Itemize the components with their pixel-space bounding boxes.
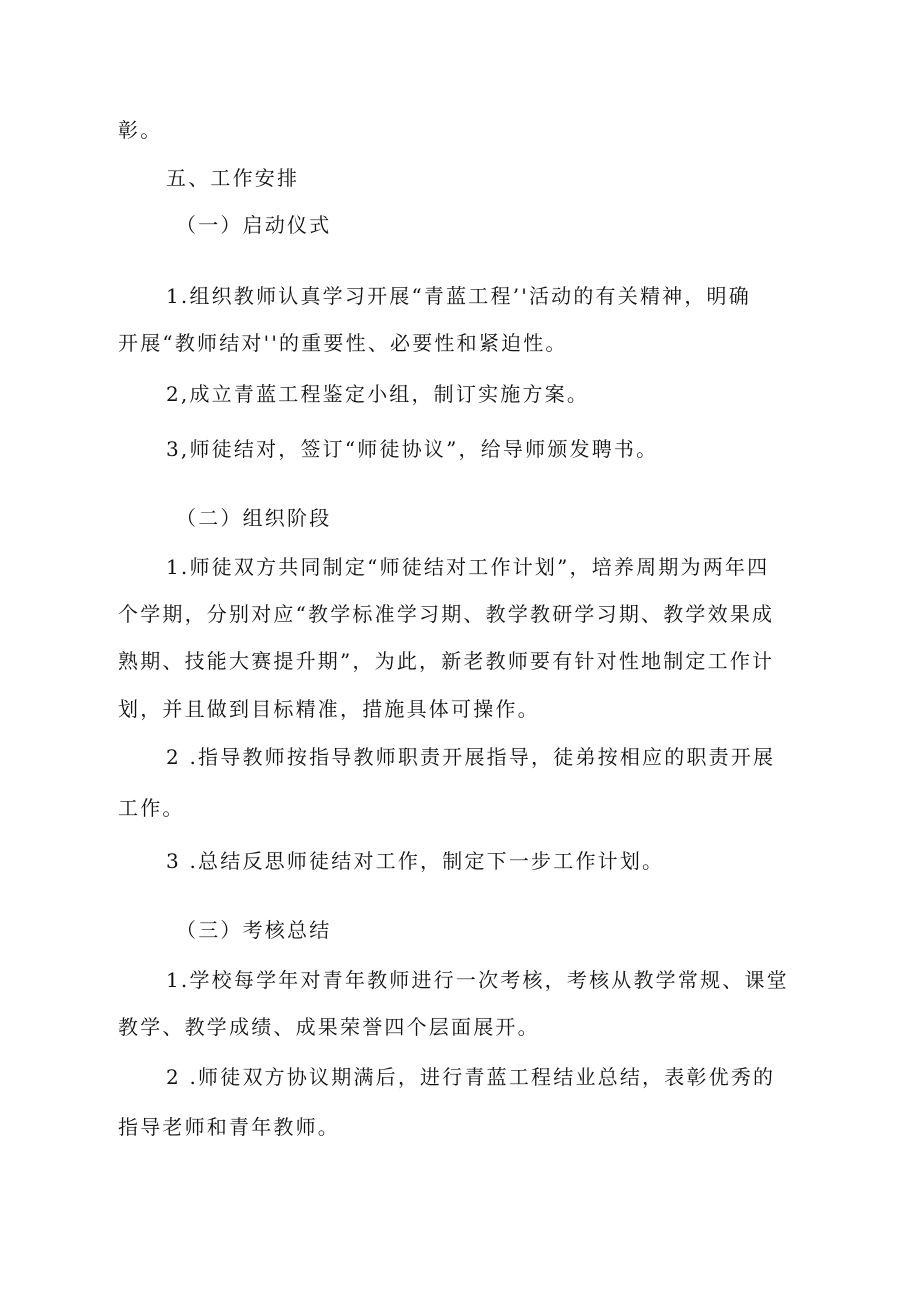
paragraph-4-line-1: 1.师徒双方共同制定“师徒结对工作计划”，培养周期为两年四 [166, 555, 770, 579]
paragraph-6: 3 .总结反思师徒结对工作，制定下一步工作计划。 [166, 849, 665, 873]
paragraph-5-line-1: 2 .指导教师按指导教师职责开展指导，徒弟按相应的职责开展 [166, 745, 776, 769]
text-line-continuation: 彰。 [118, 118, 163, 142]
paragraph-4-line-2: 个学期，分别对应“教学标准学习期、教学教研学习期、教学效果成 [118, 602, 775, 626]
subsection-heading-2: （二）组织阶段 [176, 506, 332, 530]
paragraph-1-line-2: 开展“教师结对''的重要性、必要性和紧迫性。 [118, 331, 568, 355]
subsection-heading-3: （三）考核总结 [176, 918, 332, 942]
paragraph-3: 3,师徒结对，签订“师徒协议”，给导师颁发聘书。 [166, 437, 659, 461]
paragraph-4-line-3: 熟期、技能大赛提升期”，为此，新老教师要有针对性地制定工作计 [118, 649, 775, 673]
paragraph-7-line-2: 教学、教学成绩、成果荣誉四个层面展开。 [118, 1015, 540, 1039]
subsection-heading-1: （一）启动仪式 [176, 213, 332, 237]
paragraph-7-line-1: 1.学校每学年对青年教师进行一次考核，考核从教学常规、课堂 [166, 968, 789, 992]
paragraph-2: 2,成立青蓝工程鉴定小组，制订实施方案。 [166, 382, 590, 406]
paragraph-1-line-1: 1.组织教师认真学习开展“青蓝工程’'活动的有关精神，明确 [166, 284, 751, 308]
section-heading-5: 五、工作安排 [166, 166, 300, 190]
paragraph-8-line-2: 指导老师和青年教师。 [118, 1115, 340, 1139]
paragraph-4-line-4: 划，并且做到目标精准，措施具体可操作。 [118, 697, 540, 721]
paragraph-8-line-1: 2 .师徒双方协议期满后，进行青蓝工程结业总结，表彰优秀的 [166, 1065, 776, 1089]
paragraph-5-line-2: 工作。 [118, 796, 185, 820]
